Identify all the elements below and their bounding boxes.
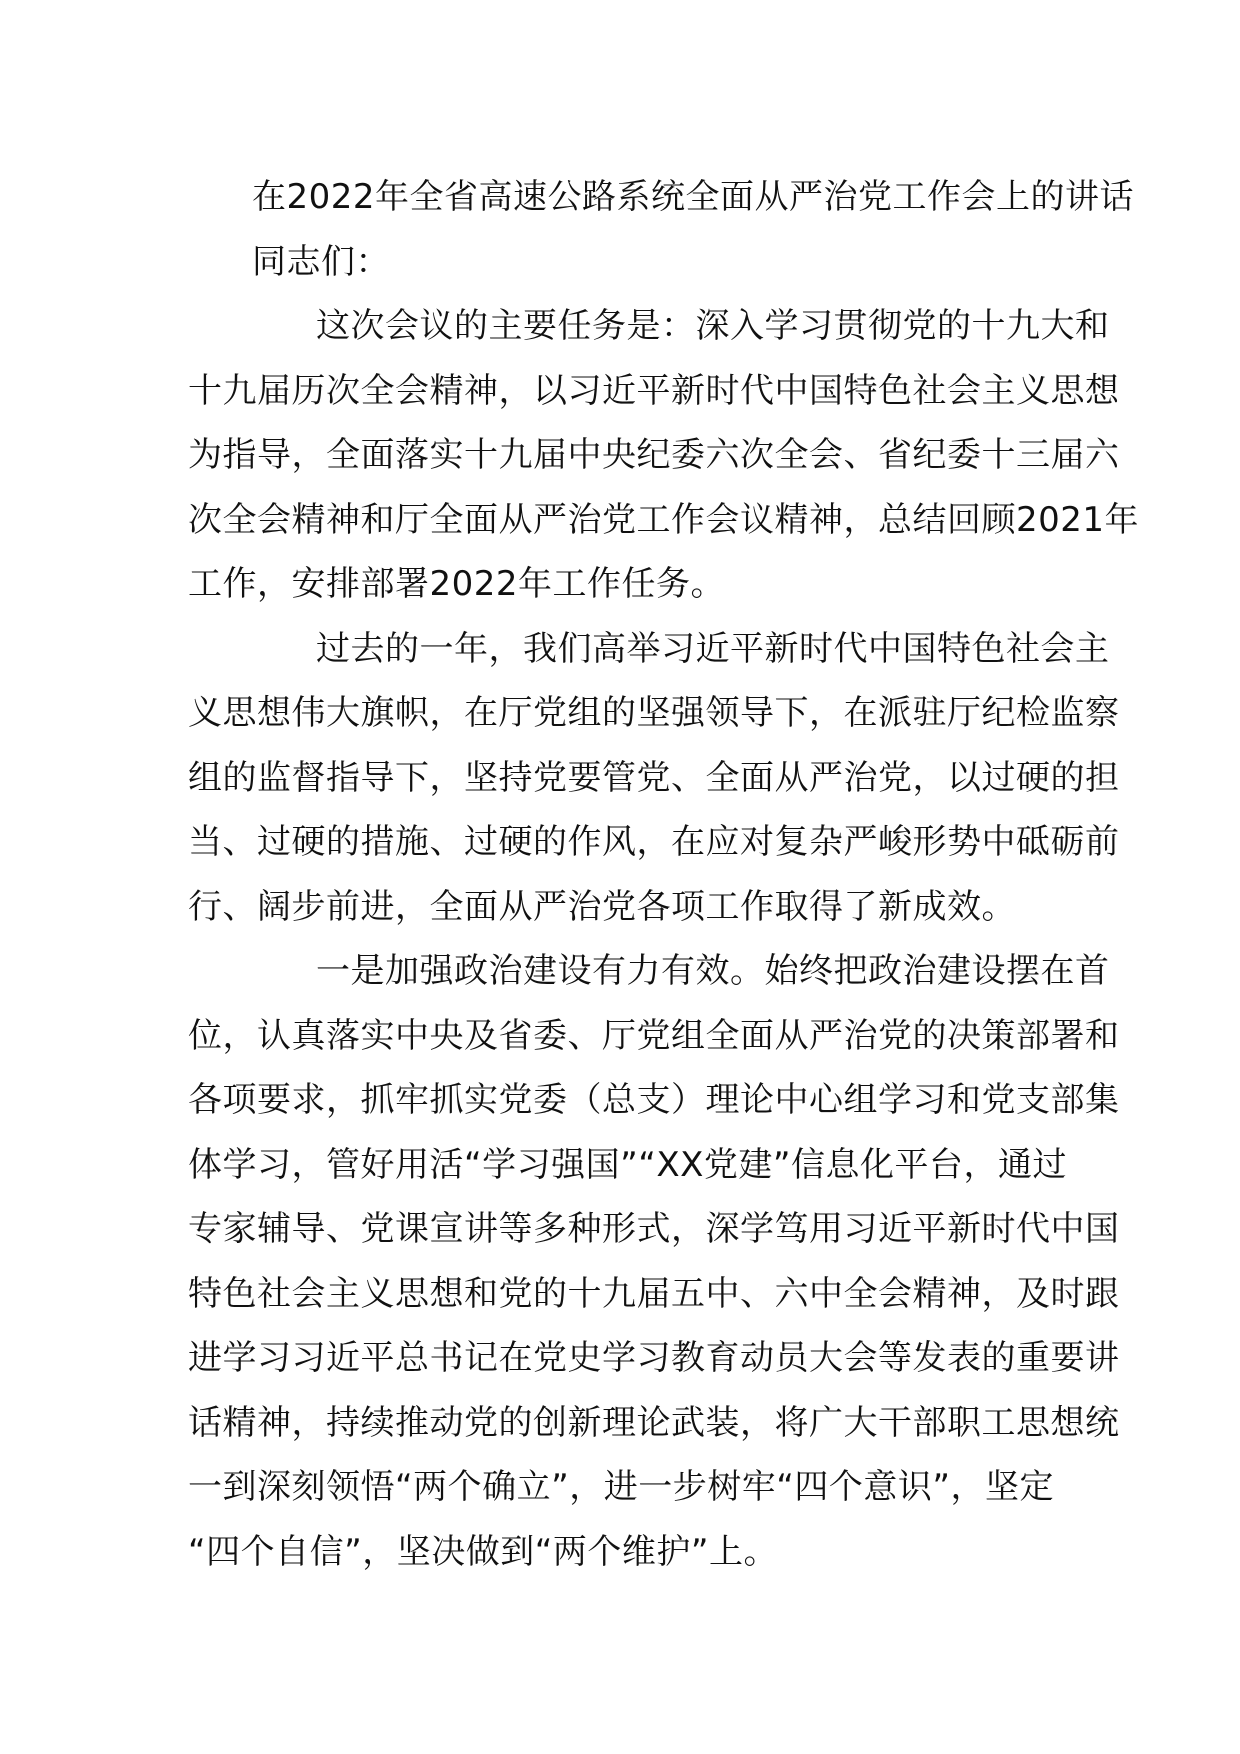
paragraph-line: “四个自信”，坚决做到“两个维护”上。 — [188, 1531, 778, 1572]
paragraph-1 — [188, 294, 1140, 617]
paragraph-line: 位，认真落实中央及省委、厅党组全面从严治党的决策部署和 — [188, 1015, 1120, 1056]
paragraph-line: 话精神，持续推动党的创新理论武装，将广大干部职工思想统 — [188, 1402, 1120, 1443]
salutation: 同志们： — [252, 241, 390, 282]
paragraph-line: 一到深刻领悟“两个确立”，进一步树牢“四个意识”，坚定 — [188, 1467, 1054, 1507]
paragraph-line: 这次会议的主要任务是：深入学习贯彻党的十九大和 — [316, 306, 1110, 346]
paragraph-line: 次全会精神和厅全面从严治党工作会议精神，总结回顾2021年 — [188, 499, 1140, 540]
paragraph-line: 行、阔步前进，全面从严治党各项工作取得了新成效。 — [188, 886, 1016, 927]
document-body — [188, 165, 1140, 1584]
paragraph-line: 当、过硬的措施、过硬的作风，在应对复杂严峻形势中砥砺前 — [188, 822, 1120, 862]
paragraph-line: 进学习习近平总书记在党史学习教育动员大会等发表的重要讲 — [188, 1338, 1120, 1378]
paragraph-line: 过去的一年，我们高举习近平新时代中国特色社会主 — [316, 628, 1110, 669]
paragraph-line: 十九届历次全会精神，以习近平新时代中国特色社会主义思想 — [188, 370, 1120, 411]
paragraph-line: 各项要求，抓牢抓实党委（总支）理论中心组学习和党支部集 — [188, 1080, 1120, 1120]
paragraph-line: 工作，安排部署2022年工作任务。 — [188, 564, 726, 604]
paragraph-line: 义思想伟大旗帜，在厅党组的坚强领导下，在派驻厅纪检监察 — [188, 693, 1120, 733]
paragraph-line: 一是加强政治建设有力有效。始终把政治建设摆在首 — [316, 951, 1110, 991]
paragraph-2 — [188, 617, 1120, 940]
paragraph-line: 专家辅导、党课宣讲等多种形式，深学笃用习近平新时代中国 — [188, 1209, 1120, 1249]
document-title: 在2022年全省高速公路系统全面从严治党工作会上的讲话 — [252, 177, 1135, 217]
paragraph-line: 为指导，全面落实十九届中央纪委六次全会、省纪委十三届六 — [188, 435, 1120, 475]
paragraph-line: 体学习，管好用活“学习强国”“XX党建”信息化平台，通过 — [188, 1144, 1068, 1185]
paragraph-line: 特色社会主义思想和党的十九届五中、六中全会精神，及时跟 — [188, 1273, 1120, 1314]
paragraph-line: 组的监督指导下，坚持党要管党、全面从严治党，以过硬的担 — [188, 757, 1120, 798]
paragraph-3 — [188, 939, 1120, 1584]
